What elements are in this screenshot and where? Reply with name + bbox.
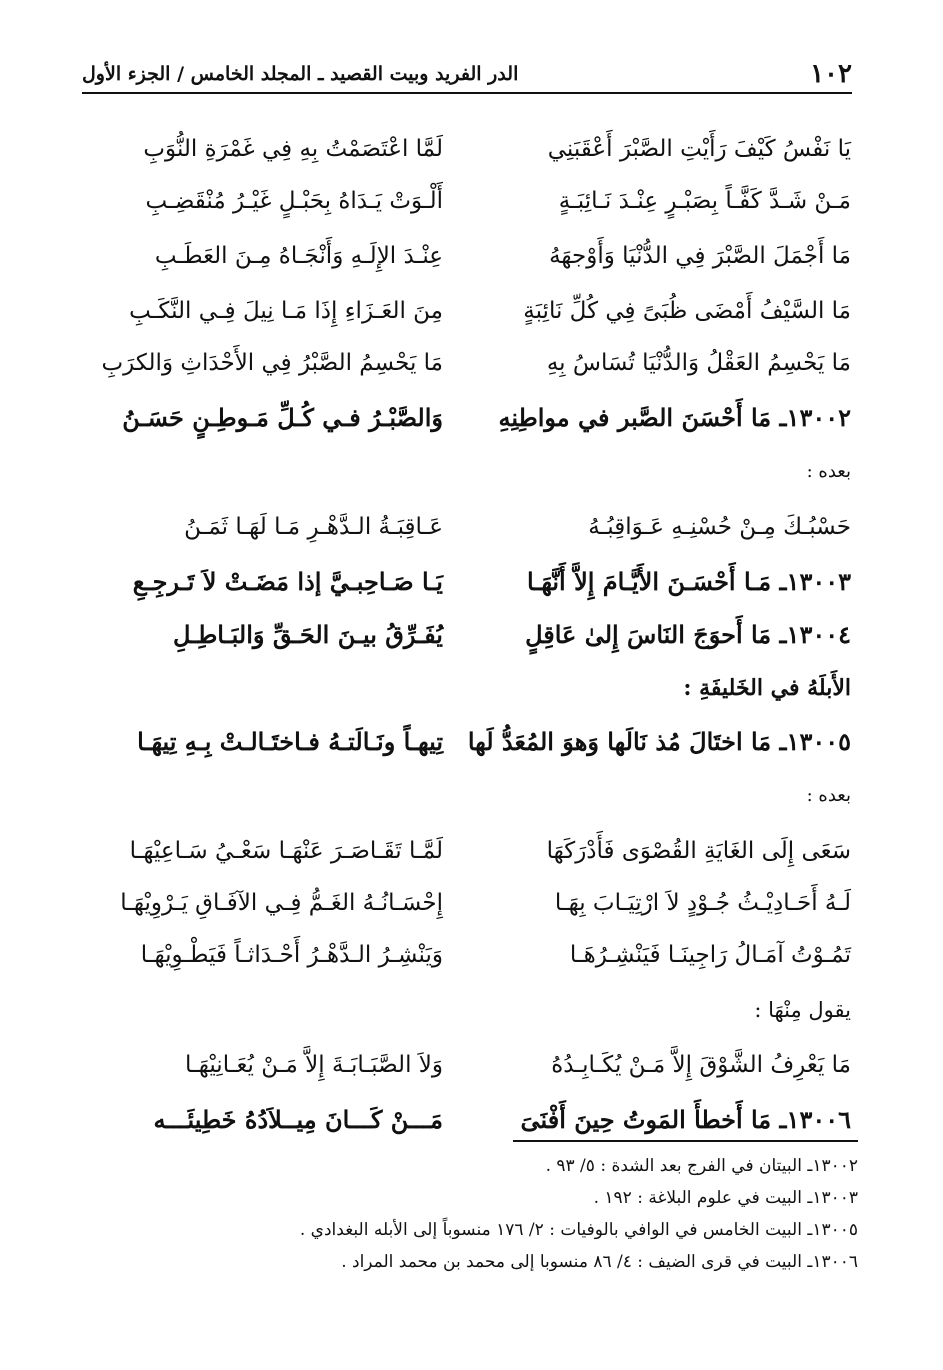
section-label: بعده :: [806, 460, 851, 482]
verse-second-hemistich: عِنْـدَ الإِلَـهِ وَأَنْجَـاهُ مِـنَ العَطَـبِ: [154, 243, 443, 269]
verse-first-hemistich: ١٣٠٠٣ـ مَـا أَحْسَـنَ الأَيَّـامَ إِلاَّ أَنَّهَـا: [526, 566, 851, 596]
footnote-divider: [513, 1140, 858, 1142]
verse-first-hemistich: يَا نَفْسُ كَيْفَ رَأَيْتِ الصَّبْرَ أَعْقَبَنِي: [547, 136, 851, 162]
verse-line: [0, 930, 943, 980]
verse-first-hemistich: مَا يَحْسِمُ العَقْلُ وَالدُّنْيَا تُسَاسُ بِهِ: [546, 350, 851, 376]
footnote: ١٣٠٠٣ـ البيت في علوم البلاغة : ١٩٢ .: [593, 1188, 858, 1208]
verse-first-hemistich: مَـنْ شَـدَّ كَفَّـاً بِصَبْـرٍ عِنْـدَ نَـائِبَـةٍ: [558, 188, 851, 214]
verse-second-hemistich: إِحْسَـانُـهُ الغَـمُّ فِـي الآفَـاقِ يَـرْوِيْهَـا: [120, 890, 443, 916]
verse-second-hemistich: عَـاقِبَـةُ الـدَّهْـرِ مَـا لَهَـا ثَمَـنُ: [184, 514, 443, 540]
verse-first-hemistich: حَسْبُـكَ مِـنْ حُسْنِـهِ عَـوَاقِبُـهُ: [588, 514, 851, 540]
verse-first-hemistich: سَعَى إِلَى الغَايَةِ القُصْوَى فَأَدْرَكَهَا: [546, 838, 851, 864]
verse-first-hemistich: مَا السَّيْفُ أَمْضَى ظُبَىً فِي كُلِّ نَائِبَةٍ: [523, 298, 851, 324]
section-label: يقول مِنْهَا :: [754, 998, 851, 1022]
verse-first-hemistich: مَا يَعْرِفُ الشَّوْقَ إِلاَّ مَـنْ يُكَـابِـدُهُ: [551, 1052, 851, 1078]
running-title: الدر الفريد وبيت القصيد ـ المجلد الخامس / الجزء الأول: [82, 63, 519, 85]
verse-second-hemistich: يَـا صَـاحِبـيَّ إذا مَضَـتْ لاَ تَـرجِـعِ: [132, 566, 443, 596]
verse-first-hemistich: ١٣٠٠٤ـ مَا أَحوَجَ النَاسَ إِلىٰ عَاقِلٍ: [525, 619, 851, 649]
verse-line: [0, 609, 943, 659]
verse-second-hemistich: وَلاَ الصَّبَـابَـةَ إِلاَّ مَـنْ يُعَـانِيْهَـا: [185, 1052, 443, 1078]
verse-first-hemistich: ١٣٠٠٢ـ مَا أَحْسَنَ الصَّبر في مواطِنِهِ: [498, 402, 851, 432]
verse-second-hemistich: وَيَنْشِـرُ الـدَّهْـرُ أَحْـدَاثـاً فَيَطْـوِيْهَـا: [140, 942, 443, 968]
page-number: ١٠٢: [810, 59, 852, 89]
verse-line: [0, 556, 943, 606]
footnote: ١٣٠٠٢ـ البيتان في الفرج بعد الشدة : ٥/ ٩٣ .: [545, 1156, 858, 1176]
verse-first-hemistich: مَا أَجْمَلَ الصَّبْرَ فِي الدُّنْيَا وَأَوْجهَهُ: [549, 243, 851, 269]
verse-second-hemistich: أَلْـوَتْ يَـدَاهُ بِحَبْـلٍ غَيْـرُ مُنْقَضِـبِ: [145, 188, 443, 214]
verse-line: [0, 826, 943, 876]
verse-first-hemistich: لَـهُ أَحَـادِيْـثُ جُـوْدٍ لاَ ارْتِيَـابَ بِهَـا: [554, 890, 851, 916]
verse-second-hemistich: تِيهـاً ونَـالَتـهُ فـاختَـالـتْ بِـهِ تِيهَـا: [137, 726, 443, 756]
verse-second-hemistich: لَمَّـا تَقَـاصَـرَ عَنْهَـا سَعْـيُ سَـاعِيْهَـا: [129, 838, 443, 864]
verse-second-hemistich: يُفَـرِّقُ بيـنَ الحَـقِّ وَالبَـاطِـلِ: [173, 619, 443, 649]
verse-second-hemistich: مَـــنْ كَـــانَ مِيــلاَدُهُ خَطِيئَـــه: [153, 1104, 443, 1134]
verse-second-hemistich: لَمَّا اعْتَصَمْتُ بِهِ فِي غَمْرَةِ النُّوَبِ: [143, 136, 443, 162]
verse-line: [0, 878, 943, 928]
verse-first-hemistich: ١٣٠٠٥ـ مَا اختَالَ مُذ نَالَها وَهوَ المُعَدُّ لَها: [467, 726, 851, 756]
verse-second-hemistich: وَالصَّبْـرُ فـي كُـلِّ مَـوطِـنٍ حَسَـنُ: [122, 402, 443, 432]
verse-line: [0, 124, 943, 174]
footnotes: [78, 1150, 858, 1278]
verse-line: [0, 231, 943, 281]
verse-line: [0, 338, 943, 388]
verse-second-hemistich: مَا يَحْسِمُ الصَّبْرُ فِي الأَحْدَاثِ وَالكرَبِ: [101, 350, 443, 376]
verse-first-hemistich: تَمُـوْتُ آمَـالُ رَاجِينَـا فَيَنْشِـرُهَـا: [569, 942, 851, 968]
footnote: ١٣٠٠٥ـ البيت الخامس في الوافي بالوفيات : ٢/ ١٧٦ منسوباً إلى الأبله البغدادي .: [299, 1220, 858, 1240]
verse-line: [0, 1040, 943, 1090]
verse-second-hemistich: مِنَ العَـزَاءِ إِذَا مَـا نِيلَ فِـي النَّكَـبِ: [129, 298, 443, 324]
verse-line: [0, 1094, 943, 1144]
page-header: [82, 56, 852, 94]
section-label: الأَبلَهُ في الخَليفَةِ :: [683, 675, 851, 701]
footnote: ١٣٠٠٦ـ البيت في قرى الضيف : ٤/ ٨٦ منسوبا إلى محمد بن محمد المراد .: [341, 1252, 858, 1272]
verse-first-hemistich: ١٣٠٠٦ـ مَا أَخطأَ المَوتُ حِينَ أَفْنَىَ: [520, 1104, 851, 1134]
verse-line: [0, 716, 943, 766]
verse-line: [0, 176, 943, 226]
verse-line: [0, 502, 943, 552]
verse-line: [0, 286, 943, 336]
section-label: بعده :: [806, 784, 851, 806]
verse-line: [0, 392, 943, 442]
